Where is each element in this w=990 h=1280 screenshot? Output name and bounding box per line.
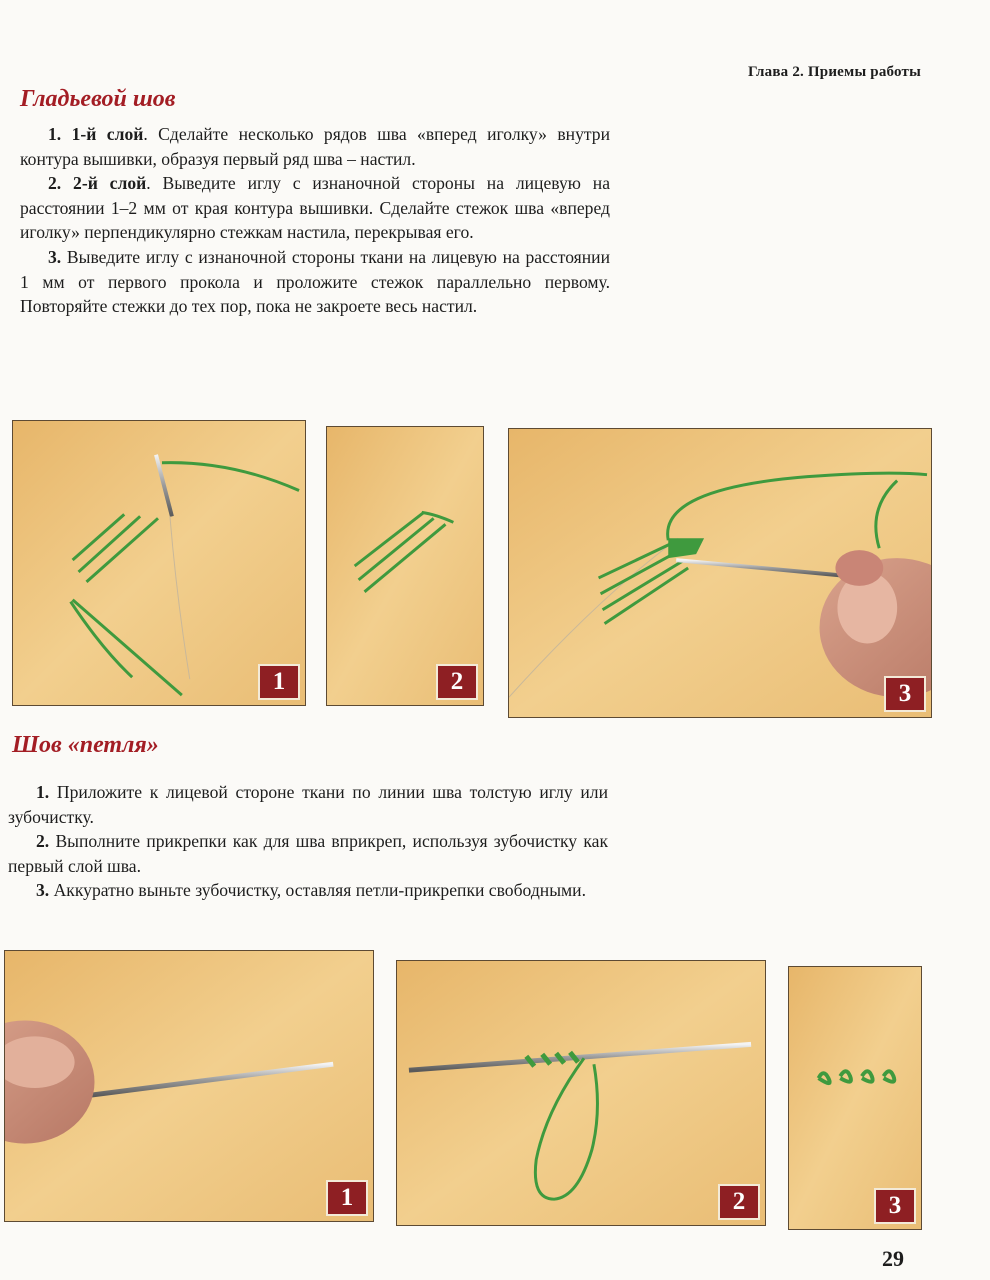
section1-step-1: 1. 1-й слой. Сделайте несколько рядов шва «вперед иголку» внутри контура вышивки, образуя первый ряд шва – настил. [20,124,610,169]
loop-stitch-photo-1 [4,950,374,1222]
photo-badge: 2 [436,664,478,700]
section2-step-2: 2. Выполните прикрепки как для шва вприкреп, используя зубочистку как первый слой шва. [8,831,608,876]
running-header: Глава 2. Приемы работы [748,64,922,80]
photo-badge: 1 [326,1180,368,1216]
section2-step-1: 1. Приложите к лицевой стороне ткани по линии шва толстую иглу или зубочистку. [8,782,608,827]
section1-step-3: 3. Выведите иглу с изнаночной стороны ткани на лицевую на расстоянии 1 мм от первого прокола и проложите стежок параллельно первому. Повторяйте стежки до тех пор, пока не закроете весь настил. [20,246,610,317]
section2-step-3: 3. Аккуратно выньте зубочистку, оставляя петли-прикрепки свободными. [36,880,586,901]
satin-stitch-photo-1 [12,420,306,706]
loop-stitch-photo-2 [396,960,766,1226]
satin-stitch-photo-2 [326,426,484,706]
photo-badge: 1 [258,664,300,700]
section-title-loop-stitch: Шов «петля» [12,732,159,758]
photo-badge: 3 [884,676,926,712]
section1-steps [20,122,610,319]
section2-steps [8,780,608,903]
photo-badge: 3 [874,1188,916,1224]
satin-stitch-photo-3 [508,428,932,718]
page-number: 29 [882,1246,904,1271]
loop-stitch-photo-3 [788,966,922,1230]
photo-badge: 2 [718,1184,760,1220]
section-title-satin-stitch: Гладьевой шов [20,86,176,112]
section1-step-2: 2. 2-й слой. Выведите иглу с изнаночной стороны на лицевую на расстоянии 1–2 мм от края контура вышивки. Сделайте стежок шва «вперед иголку» перпендикулярно стежкам настила, перекрывая его. [20,173,610,243]
